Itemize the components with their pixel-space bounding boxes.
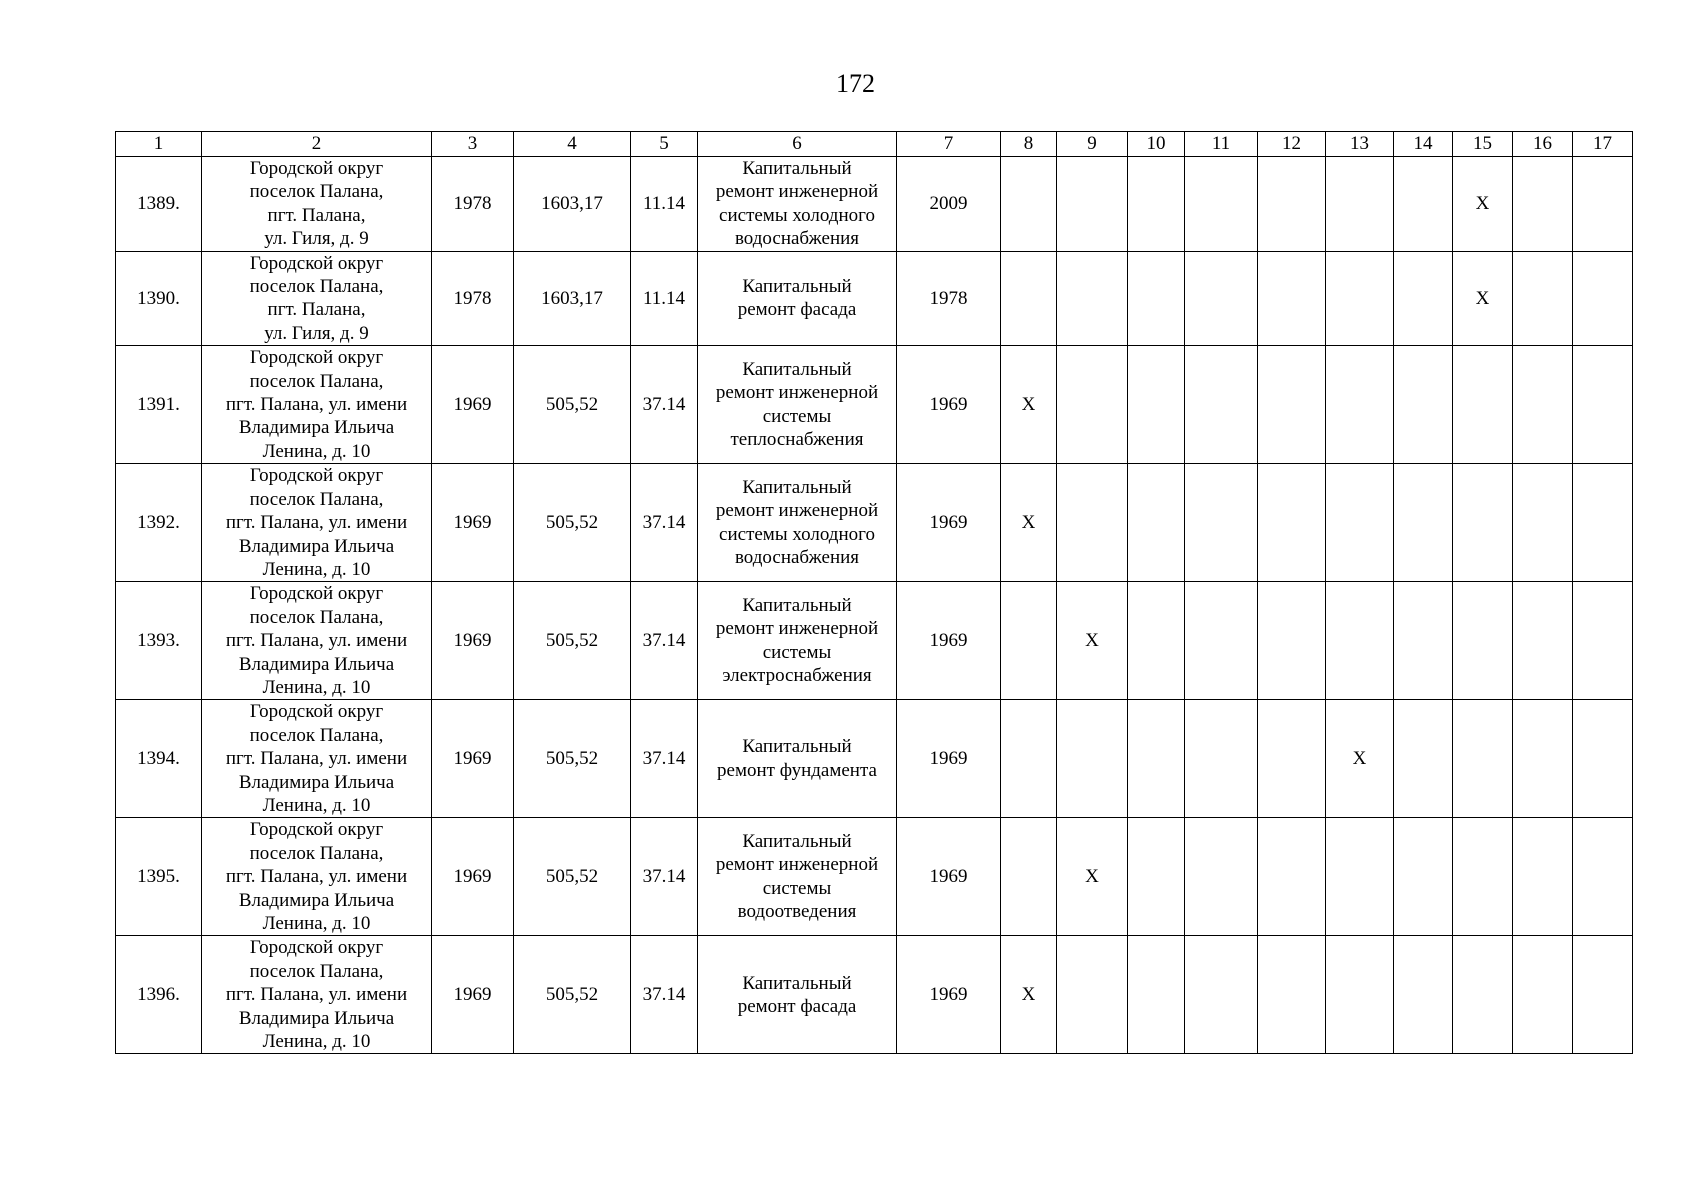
address-cell-line: пгт. Палана, ул. имени <box>225 984 408 1006</box>
mark-cell-col-15: X <box>1453 157 1513 252</box>
work-type-cell-line: водоснабжения <box>734 547 860 569</box>
address-cell-line: поселок Палана, <box>249 370 384 392</box>
mark-cell-col-10 <box>1128 346 1185 464</box>
address-cell-line: пгт. Палана, ул. имени <box>225 394 408 416</box>
address-cell-line: Городской округ <box>249 252 384 274</box>
work-type-cell-line: ремонт инженерной <box>715 181 879 203</box>
area-cell: 505,52 <box>514 464 631 582</box>
mark-cell-col-14 <box>1394 700 1453 818</box>
address-cell <box>202 464 432 582</box>
mark-cell-col-9 <box>1057 700 1128 818</box>
code-cell: 37.14 <box>631 464 698 582</box>
address-cell-line: ул. Гиля, д. 9 <box>264 228 369 250</box>
row-number-cell: 1390. <box>116 251 202 346</box>
address-cell-line: Ленина, д. 10 <box>262 440 371 462</box>
mark-cell-col-12 <box>1258 251 1326 346</box>
mark-cell-col-16 <box>1513 818 1573 936</box>
address-cell <box>202 251 432 346</box>
year-built-cell: 1969 <box>432 936 514 1054</box>
mark-cell-col-13: X <box>1326 700 1394 818</box>
mark-cell-col-11 <box>1185 700 1258 818</box>
column-header-11: 11 <box>1185 132 1258 157</box>
mark-cell-col-10 <box>1128 464 1185 582</box>
year-built-cell: 1978 <box>432 251 514 346</box>
address-cell-line: пгт. Палана, ул. имени <box>225 630 408 652</box>
mark-cell-col-17 <box>1573 700 1633 818</box>
address-cell <box>202 346 432 464</box>
mark-cell-col-8: X <box>1001 464 1057 582</box>
column-header-17: 17 <box>1573 132 1633 157</box>
address-cell-line: Городской округ <box>249 158 384 179</box>
address-cell-line: Владимира Ильича <box>238 417 395 439</box>
address-cell-line: поселок Палана, <box>249 842 384 864</box>
table-row <box>116 346 1633 464</box>
mark-cell-col-16 <box>1513 157 1573 252</box>
mark-cell-col-14 <box>1394 251 1453 346</box>
address-cell-line: пгт. Палана, ул. имени <box>225 512 408 534</box>
work-type-cell <box>698 346 897 464</box>
work-type-cell-line: ремонт инженерной <box>715 618 879 640</box>
work-type-cell-line: ремонт инженерной <box>715 500 879 522</box>
mark-cell-col-16 <box>1513 346 1573 464</box>
mark-cell-col-12 <box>1258 818 1326 936</box>
mark-cell-col-16 <box>1513 464 1573 582</box>
area-cell: 505,52 <box>514 818 631 936</box>
mark-cell-col-15: X <box>1453 251 1513 346</box>
mark-cell-col-10 <box>1128 700 1185 818</box>
mark-cell-col-16 <box>1513 936 1573 1054</box>
address-cell-line: ул. Гиля, д. 9 <box>264 322 369 344</box>
row-number-cell: 1389. <box>116 157 202 252</box>
address-cell-line: Городской округ <box>249 819 384 841</box>
table-row <box>116 936 1633 1054</box>
address-cell <box>202 818 432 936</box>
address-cell-line: пгт. Палана, ул. имени <box>225 748 408 770</box>
row-number-cell: 1396. <box>116 936 202 1054</box>
mark-cell-col-11 <box>1185 346 1258 464</box>
last-repair-year-cell: 2009 <box>897 157 1001 252</box>
year-built-cell: 1969 <box>432 346 514 464</box>
work-type-cell-line: системы <box>762 877 832 899</box>
address-cell <box>202 157 432 252</box>
code-cell: 37.14 <box>631 700 698 818</box>
column-header-2: 2 <box>202 132 432 157</box>
work-type-cell-line: ремонт фасада <box>737 299 857 321</box>
table-row <box>116 582 1633 700</box>
area-cell: 505,52 <box>514 582 631 700</box>
address-cell-line: пгт. Палана, ул. имени <box>225 866 408 888</box>
year-built-cell: 1969 <box>432 700 514 818</box>
mark-cell-col-9 <box>1057 936 1128 1054</box>
address-cell <box>202 582 432 700</box>
mark-cell-col-9 <box>1057 251 1128 346</box>
address-cell-line: поселок Палана, <box>249 488 384 510</box>
address-cell <box>202 700 432 818</box>
work-type-cell-line: ремонт фасада <box>737 995 857 1017</box>
mark-cell-col-16 <box>1513 582 1573 700</box>
work-type-cell-line: Капитальный <box>742 736 852 758</box>
last-repair-year-cell: 1969 <box>897 700 1001 818</box>
mark-cell-col-17 <box>1573 936 1633 1054</box>
mark-cell-col-15 <box>1453 818 1513 936</box>
row-number-cell: 1394. <box>116 700 202 818</box>
mark-cell-col-17 <box>1573 464 1633 582</box>
column-header-13: 13 <box>1326 132 1394 157</box>
mark-cell-col-17 <box>1573 157 1633 252</box>
work-type-cell-line: Капитальный <box>742 276 852 298</box>
mark-cell-col-11 <box>1185 464 1258 582</box>
mark-cell-col-17 <box>1573 251 1633 346</box>
address-cell-line: Владимира Ильича <box>238 771 395 793</box>
address-cell-line: Городской округ <box>249 701 384 723</box>
area-cell: 1603,17 <box>514 157 631 252</box>
mark-cell-col-8 <box>1001 700 1057 818</box>
work-type-cell <box>698 582 897 700</box>
mark-cell-col-10 <box>1128 936 1185 1054</box>
mark-cell-col-16 <box>1513 700 1573 818</box>
mark-cell-col-17 <box>1573 818 1633 936</box>
address-cell-line: пгт. Палана, <box>267 299 366 321</box>
mark-cell-col-17 <box>1573 582 1633 700</box>
year-built-cell: 1978 <box>432 157 514 252</box>
work-type-cell-line: Капитальный <box>742 158 852 179</box>
work-type-cell-line: ремонт фундамента <box>717 759 877 781</box>
address-cell-line: поселок Палана, <box>249 276 384 298</box>
last-repair-year-cell: 1969 <box>897 582 1001 700</box>
column-header-10: 10 <box>1128 132 1185 157</box>
row-number-cell: 1395. <box>116 818 202 936</box>
mark-cell-col-14 <box>1394 818 1453 936</box>
mark-cell-col-15 <box>1453 346 1513 464</box>
address-cell-line: Владимира Ильича <box>238 535 395 557</box>
mark-cell-col-13 <box>1326 464 1394 582</box>
mark-cell-col-13 <box>1326 157 1394 252</box>
work-type-cell-line: Капитальный <box>742 476 852 498</box>
mark-cell-col-10 <box>1128 818 1185 936</box>
work-type-cell-line: теплоснабжения <box>730 429 864 451</box>
last-repair-year-cell: 1978 <box>897 251 1001 346</box>
work-type-cell-line: Капитальный <box>742 831 852 853</box>
column-header-3: 3 <box>432 132 514 157</box>
row-number-cell: 1392. <box>116 464 202 582</box>
code-cell: 11.14 <box>631 251 698 346</box>
work-type-cell-line: системы холодного <box>719 204 875 226</box>
code-cell: 37.14 <box>631 936 698 1054</box>
repair-registry-table <box>115 131 1633 1054</box>
mark-cell-col-15 <box>1453 582 1513 700</box>
column-header-4: 4 <box>514 132 631 157</box>
mark-cell-col-8: X <box>1001 346 1057 464</box>
mark-cell-col-10 <box>1128 582 1185 700</box>
work-type-cell-line: водоснабжения <box>734 228 860 250</box>
work-type-cell-line: водоотведения <box>737 901 857 923</box>
mark-cell-col-15 <box>1453 464 1513 582</box>
last-repair-year-cell: 1969 <box>897 346 1001 464</box>
mark-cell-col-11 <box>1185 818 1258 936</box>
work-type-cell-line: Капитальный <box>742 358 852 380</box>
column-header-8: 8 <box>1001 132 1057 157</box>
address-cell-line: Владимира Ильича <box>238 1007 395 1029</box>
mark-cell-col-12 <box>1258 464 1326 582</box>
work-type-cell <box>698 700 897 818</box>
address-cell-line: Владимира Ильича <box>238 653 395 675</box>
area-cell: 1603,17 <box>514 251 631 346</box>
mark-cell-col-10 <box>1128 251 1185 346</box>
last-repair-year-cell: 1969 <box>897 464 1001 582</box>
mark-cell-col-13 <box>1326 936 1394 1054</box>
mark-cell-col-11 <box>1185 936 1258 1054</box>
mark-cell-col-11 <box>1185 157 1258 252</box>
mark-cell-col-14 <box>1394 582 1453 700</box>
row-number-cell: 1391. <box>116 346 202 464</box>
table-row <box>116 700 1633 818</box>
column-header-7: 7 <box>897 132 1001 157</box>
mark-cell-col-8: X <box>1001 936 1057 1054</box>
mark-cell-col-12 <box>1258 700 1326 818</box>
page-number: 172 <box>836 69 875 98</box>
address-cell-line: Городской округ <box>249 937 384 959</box>
mark-cell-col-14 <box>1394 346 1453 464</box>
mark-cell-col-12 <box>1258 582 1326 700</box>
year-built-cell: 1969 <box>432 464 514 582</box>
area-cell: 505,52 <box>514 936 631 1054</box>
last-repair-year-cell: 1969 <box>897 936 1001 1054</box>
mark-cell-col-14 <box>1394 157 1453 252</box>
address-cell <box>202 936 432 1054</box>
mark-cell-col-9 <box>1057 157 1128 252</box>
work-type-cell-line: ремонт инженерной <box>715 854 879 876</box>
mark-cell-col-11 <box>1185 582 1258 700</box>
mark-cell-col-13 <box>1326 251 1394 346</box>
mark-cell-col-8 <box>1001 251 1057 346</box>
area-cell: 505,52 <box>514 346 631 464</box>
work-type-cell <box>698 936 897 1054</box>
address-cell-line: Городской округ <box>249 465 384 487</box>
table-body <box>116 157 1633 1054</box>
mark-cell-col-12 <box>1258 936 1326 1054</box>
column-header-9: 9 <box>1057 132 1128 157</box>
mark-cell-col-14 <box>1394 464 1453 582</box>
code-cell: 11.14 <box>631 157 698 252</box>
address-cell-line: поселок Палана, <box>249 181 384 203</box>
mark-cell-col-12 <box>1258 346 1326 464</box>
header-row <box>116 132 1633 157</box>
column-header-1: 1 <box>116 132 202 157</box>
mark-cell-col-8 <box>1001 582 1057 700</box>
address-cell-line: Городской округ <box>249 583 384 605</box>
address-cell-line: Ленина, д. 10 <box>262 558 371 580</box>
work-type-cell <box>698 157 897 252</box>
code-cell: 37.14 <box>631 582 698 700</box>
work-type-cell-line: системы холодного <box>719 523 875 545</box>
work-type-cell-line: ремонт инженерной <box>715 382 879 404</box>
mark-cell-col-9: X <box>1057 582 1128 700</box>
area-cell: 505,52 <box>514 700 631 818</box>
address-cell-line: поселок Палана, <box>249 606 384 628</box>
address-cell-line: Ленина, д. 10 <box>262 676 371 698</box>
mark-cell-col-16 <box>1513 251 1573 346</box>
address-cell-line: пгт. Палана, <box>267 204 366 226</box>
year-built-cell: 1969 <box>432 582 514 700</box>
work-type-cell-line: системы <box>762 405 832 427</box>
year-built-cell: 1969 <box>432 818 514 936</box>
mark-cell-col-13 <box>1326 582 1394 700</box>
mark-cell-col-15 <box>1453 936 1513 1054</box>
work-type-cell <box>698 818 897 936</box>
address-cell-line: Ленина, д. 10 <box>262 913 371 934</box>
last-repair-year-cell: 1969 <box>897 818 1001 936</box>
table-row <box>116 251 1633 346</box>
work-type-cell-line: электроснабжения <box>722 665 872 687</box>
mark-cell-col-9 <box>1057 346 1128 464</box>
address-cell-line: поселок Палана, <box>249 724 384 746</box>
column-header-14: 14 <box>1394 132 1453 157</box>
column-header-16: 16 <box>1513 132 1573 157</box>
mark-cell-col-17 <box>1573 346 1633 464</box>
work-type-cell-line: Капитальный <box>742 972 852 994</box>
table-row <box>116 818 1633 936</box>
address-cell-line: поселок Палана, <box>249 960 384 982</box>
work-type-cell <box>698 251 897 346</box>
mark-cell-col-10 <box>1128 157 1185 252</box>
code-cell: 37.14 <box>631 818 698 936</box>
table-row <box>116 464 1633 582</box>
mark-cell-col-9: X <box>1057 818 1128 936</box>
mark-cell-col-8 <box>1001 157 1057 252</box>
work-type-cell <box>698 464 897 582</box>
mark-cell-col-13 <box>1326 346 1394 464</box>
address-cell-line: Городской округ <box>249 347 384 369</box>
work-type-cell-line: Капитальный <box>742 595 852 617</box>
column-header-15: 15 <box>1453 132 1513 157</box>
mark-cell-col-9 <box>1057 464 1128 582</box>
mark-cell-col-12 <box>1258 157 1326 252</box>
mark-cell-col-13 <box>1326 818 1394 936</box>
mark-cell-col-8 <box>1001 818 1057 936</box>
column-header-6: 6 <box>698 132 897 157</box>
code-cell: 37.14 <box>631 346 698 464</box>
column-header-5: 5 <box>631 132 698 157</box>
work-type-cell-line: системы <box>762 641 832 663</box>
address-cell-line: Ленина, д. 10 <box>262 1031 371 1053</box>
mark-cell-col-14 <box>1394 936 1453 1054</box>
mark-cell-col-15 <box>1453 700 1513 818</box>
mark-cell-col-11 <box>1185 251 1258 346</box>
address-cell-line: Ленина, д. 10 <box>262 794 371 816</box>
address-cell-line: Владимира Ильича <box>238 889 395 911</box>
row-number-cell: 1393. <box>116 582 202 700</box>
column-header-12: 12 <box>1258 132 1326 157</box>
table-row <box>116 157 1633 252</box>
